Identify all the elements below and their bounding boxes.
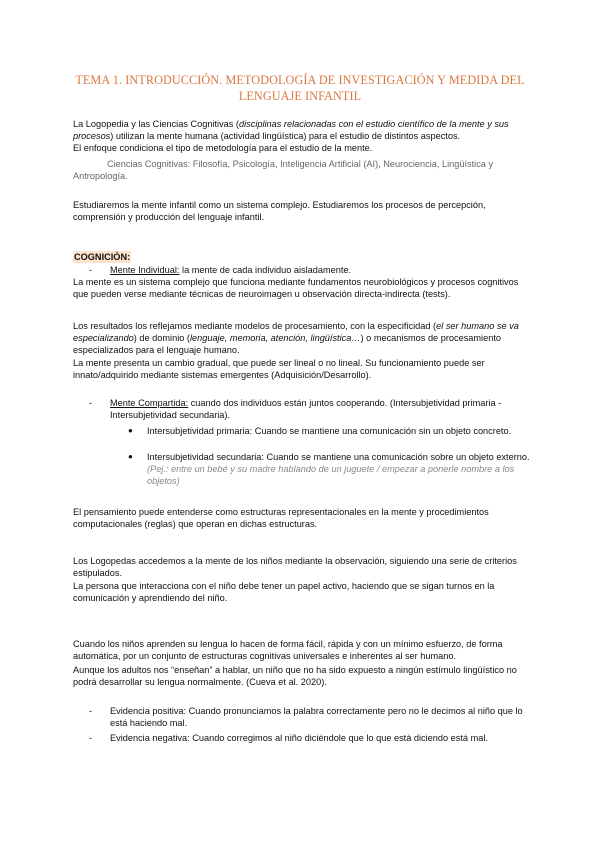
aprendizaje-paragraph-2: Aunque los adultos nos “enseñan” a hablar, un niño que no ha sido expuesto a ningún estímulo lingüístico no podrá desarrollar su lengua normalmente. (Cueva et al. 2020). (73, 665, 517, 688)
round-bullet: ● (128, 452, 133, 461)
logopedas-paragraph-2: La persona que interacciona con el niño debe tener un papel activo, haciendo que se sigan turnos en la comunicación y aprendiendo del niño. (73, 581, 495, 604)
section-heading-cognicion: COGNICIÓN: (74, 252, 131, 262)
intersubjetividad-primaria: Intersubjetividad primaria: Cuando se mantiene una comunicación sin un objeto concreto. (147, 426, 512, 436)
cognitive-sciences-note: Ciencias Cognitivas: Filosofía, Psicología, Inteligencia Artificial (AI), Neurociencia, Lingüística y Antropología. (73, 159, 494, 182)
mente-compartida-text: cuando dos individuos están juntos cooperando. (Intersubjetividad primaria - Intersubjetividad secundaria). (110, 398, 502, 421)
mente-individual-text: la mente de cada individuo aisladamente. (179, 265, 352, 275)
aprendizaje-paragraph-1: Cuando los niños aprenden su lengua lo hacen de forma fácil, rápida y con un mínimo esfuerzo, de forma automática, por un conjunto de estructuras cognitivas universales e inherentes al ser humano. (73, 639, 503, 662)
mente-individual-label: Mente Individual: (110, 265, 180, 275)
cognicion-paragraph-2 (73, 320, 529, 357)
mente-individual-item (110, 264, 530, 276)
evidencia-positiva: Evidencia positiva: Cuando pronunciamos la palabra correctamente pero no le decimos al niño que lo está haciendo mal. (110, 706, 523, 729)
intro-italic: disciplinas relacionadas con el estudio científico de la mente y sus procesos (73, 119, 509, 142)
intro-text-b: ) utilizan la mente humana (actividad lingüística) para el estudio de distintos aspectos. (110, 131, 461, 142)
intro-text-a: La Logopedia y las Ciencias Cognitivas ( (73, 119, 239, 129)
p4-italic-1: el ser humano se va especializando (73, 321, 519, 344)
intro-paragraph (73, 118, 529, 155)
cognicion-paragraph-3: La mente presenta un cambio gradual, que puede ser lineal o no lineal. Su funcionamiento puede ser innato/adquirido mediante sistemas emergentes (Adquisición/Desarrollo). (73, 358, 485, 381)
round-bullet: ● (128, 426, 133, 435)
dash-bullet: - (89, 398, 93, 408)
pensamiento-paragraph: El pensamiento puede entenderse como estructuras representacionales en la mente y procedimientos computacionales (reglas) que operan en dichas estructuras. (73, 507, 489, 530)
sub2-text: Intersubjetividad secundaria: Cuando se mantiene una comunicación sobre un objeto externo. (147, 452, 530, 462)
intro-paragraph-2: Estudiaremos la mente infantil como un sistema complejo. Estudiaremos los procesos de percepción, comprensión y producción del lenguaje infantil. (73, 200, 486, 223)
p4-text-b: ) de dominio ( (133, 333, 190, 344)
document-title: TEMA 1. INTRODUCCIÓN. METODOLOGÍA DE INVESTIGACIÓN Y MEDIDA DEL LENGUAJE INFANTIL (75, 73, 525, 103)
intersubjetividad-secundaria (147, 451, 530, 488)
dash-bullet: - (89, 733, 93, 743)
mente-compartida-item (110, 397, 530, 421)
evidencia-negativa: Evidencia negativa: Cuando corregimos al niño diciéndole que lo que está diciendo está mal. (110, 733, 488, 743)
dash-bullet: - (89, 265, 93, 275)
p4-text-c: ) o mecanismos de procesamiento especializados para el lenguaje humano. (73, 333, 501, 356)
cognicion-paragraph-1: La mente es un sistema complejo que funciona mediante fundamentos neurobiológicos y procesos cognitivos que pueden verse mediante técnicas de neuroimagen u observación directa-indirecta (tests). (73, 277, 519, 300)
p4-text-a: Los resultados los reflejamos mediante modelos de procesamiento, con la especificidad ( (73, 321, 437, 331)
mente-compartida-label: Mente Compartida: (110, 398, 189, 408)
sub2-example: (Pej.: entre un bebé y su madre hablando de un juguete / empezar a ponerle nombre a los objetos) (147, 464, 515, 487)
logopedas-paragraph-1: Los Logopedas accedemos a la mente de los niños mediante la observación, siguiendo una serie de criterios estipulados. (73, 556, 517, 579)
p4-italic-2: lenguaje, memoria, atención, lingüística… (189, 333, 361, 344)
dash-bullet: - (89, 706, 93, 716)
intro-text-c: El enfoque condiciona el tipo de metodología para el estudio de la mente. (73, 143, 373, 154)
